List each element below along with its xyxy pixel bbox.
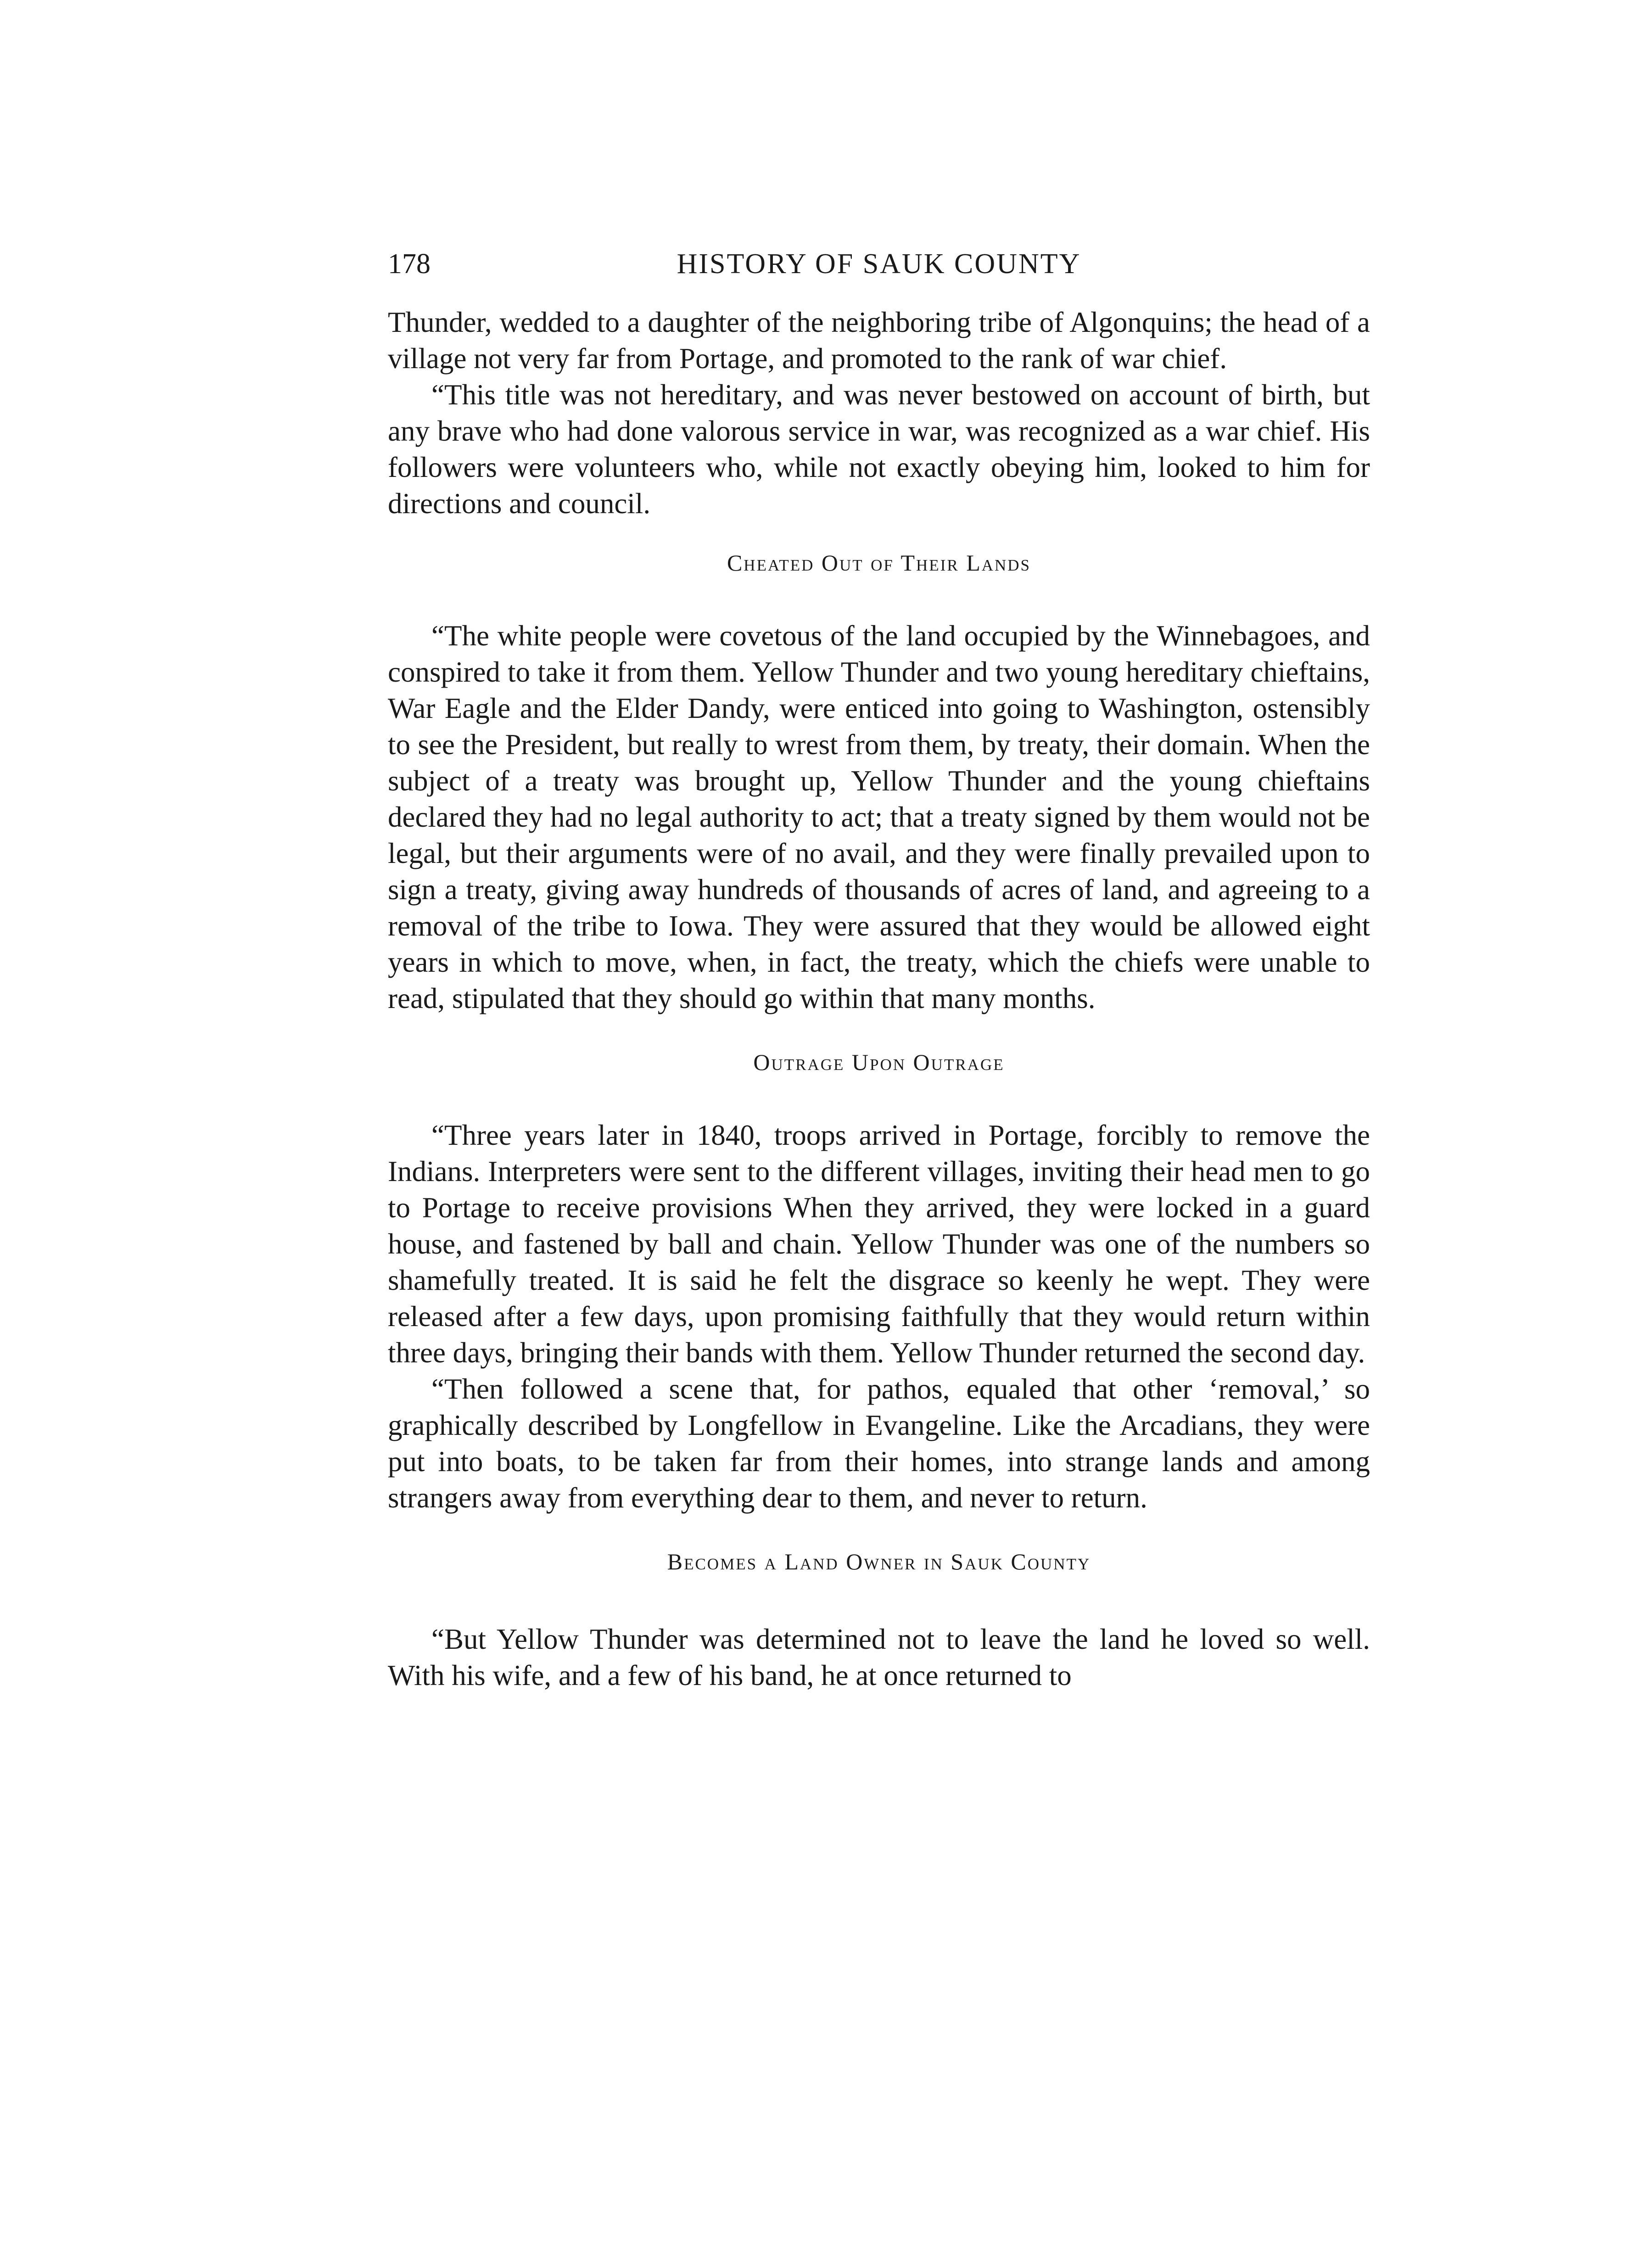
paragraph-treaty: “The white people were covetous of the land occupied by the Winnebagoes, and conspired to take it from them. Yellow Thunder and two young hereditary chieftains, War Eagle and the Elder Dandy, were enticed into going to Washington, ostensibly to see the President, but really to wrest from them, by treaty, their domain. When the subject of a treaty was brought up, Yellow Thunder and the young chieftains declared they had no legal authority to act; that a treaty signed by them would not be legal, but their arguments were of no avail, and they were finally prevailed upon to sign a treaty, giving away hundreds of thousands of acres of land, and agreeing to a removal of the tribe to Iowa. They were assured that they would be allowed eight years in which to move, when, in fact, the treaty, which the chiefs were unable to read, stipulated that they should go within that many months. [388,620,1370,1014]
paragraph-continued: Thunder, wedded to a daughter of the neighboring tribe of Algonquins; the head of a village not very far from Portage, and promoted to the rank of war chief. [388,306,1370,375]
paragraph-returned: “But Yellow Thunder was determined not to leave the land he loved so well. With his wife, and a few of his band, he at once returned to [388,1623,1370,1691]
section-heading-land-owner: Becomes a Land Owner in Sauk County [667,1549,1091,1574]
section-heading-outrage: Outrage Upon Outrage [753,1049,1005,1075]
page-number: 178 [388,248,431,280]
paragraph-war-chief: “This title was not hereditary, and was never bestowed on account of birth, but any brave who had done valorous service in war, was recognized as a war chief. His followers were volunteers who, while not exactly obeying him, looked to him for directions and council. [388,379,1370,520]
paragraph-removal: “Three years later in 1840, troops arrived in Portage, forcibly to remove the Indians. Interpreters were sent to the different villages, inviting their head men to go to Portage to receive provisions When they arrived, they were locked in a guard house, and fastened by ball and chain. Yellow Thunder was one of the numbers so shamefully treated. It is said he felt the disgrace so keenly he wept. They were released after a few days, upon promising faithfully that they would return within three days, bringing their bands with them. Yellow Thunder returned the second day. [388,1119,1370,1369]
section-heading-cheated: Cheated Out of Their Lands [727,550,1031,576]
running-head: HISTORY OF SAUK COUNTY [677,248,1081,280]
paragraph-evangeline: “Then followed a scene that, for pathos, equaled that other ‘removal,’ so graphically described by Longfellow in Evangeline. Like the Arcadians, they were put into boats, to be taken far from their homes, into strange lands and among strangers away from everything dear to them, and never to return. [388,1373,1370,1514]
body-text [388,304,1370,1694]
page-header [388,243,1370,285]
